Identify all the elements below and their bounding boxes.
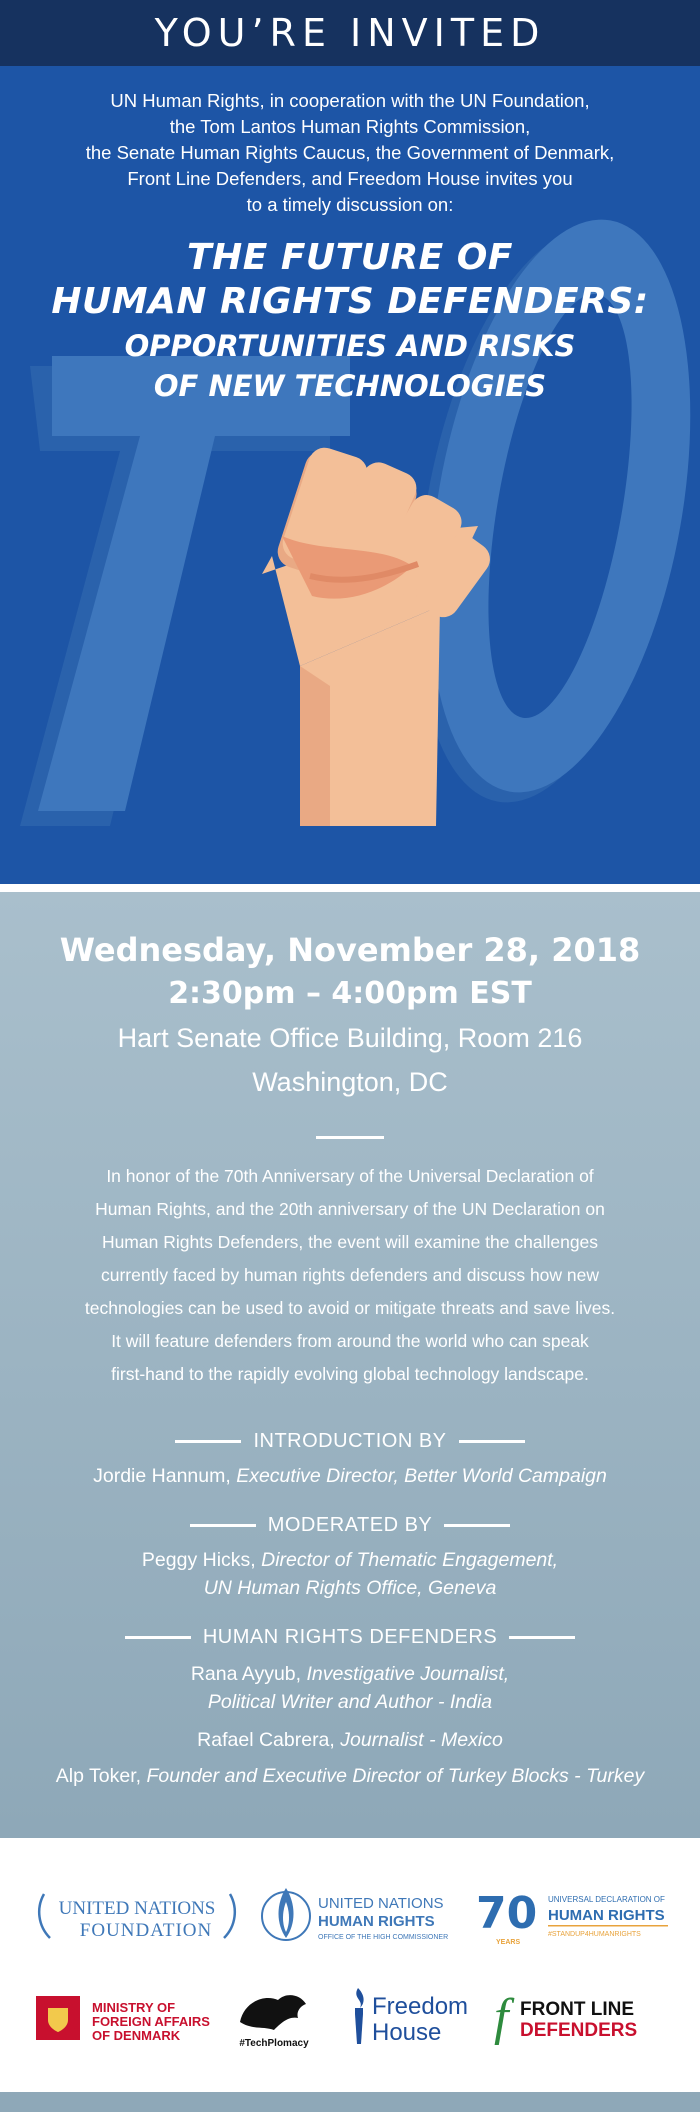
headline-line-1: THE FUTURE OF (187, 237, 513, 278)
moderated-heading (0, 1514, 700, 1537)
un-human-rights-logo (258, 1878, 454, 1952)
headline-line-3: OPPORTUNITIES AND RISKS (124, 329, 576, 363)
headline-line-4: OF NEW TECHNOLOGIES (153, 369, 547, 403)
un-hr-line-2: HUMAN RIGHTS (318, 1913, 435, 1930)
event-headline (20, 236, 680, 404)
un-foundation-line-1: UNITED NATIONS (58, 1898, 216, 1919)
un-foundation-line-2: FOUNDATION (79, 1920, 213, 1941)
description-line: Human Rights, and the 20th anniversary of the UN Declaration on (95, 1199, 605, 1219)
freedom-house-line-1: Freedom (372, 1993, 468, 2020)
introduction-heading-text: INTRODUCTION BY (253, 1430, 447, 1452)
heading-rule (459, 1440, 525, 1443)
speaker-name: Alp Toker, (55, 1765, 142, 1787)
f-mark-icon: f (494, 1989, 509, 2046)
udhr-line-3: #STANDUP4HUMANRIGHTS (548, 1931, 641, 1938)
front-line-line-1: FRONT LINE (520, 1999, 634, 2020)
torch-icon (355, 1988, 364, 2044)
speaker-role: Investigative Journalist, (306, 1663, 510, 1685)
freedom-house-logo (350, 1984, 468, 2050)
description-line: It will feature defenders from around the world who can speak (111, 1331, 589, 1351)
event-date: Wednesday, November 28, 2018 (59, 931, 641, 969)
un-hr-line-1: UNITED NATIONS (318, 1895, 444, 1912)
intro-line: Front Line Defenders, and Freedom House invites you (127, 168, 573, 189)
speaker-name: Jordie Hannum, (93, 1465, 231, 1487)
front-line-line-2: DEFENDERS (520, 2020, 638, 2041)
event-details (0, 892, 700, 1838)
heading-rule (509, 1636, 575, 1639)
speaker-name: Rana Ayyub, (190, 1663, 302, 1685)
event-description (44, 1160, 656, 1391)
description-line: Human Rights Defenders, the event will examine the challenges (101, 1232, 599, 1252)
defender-entry (20, 1660, 680, 1716)
denmark-mfa-mark (36, 1990, 212, 2046)
defenders-heading (0, 1626, 700, 1649)
freedom-house-mark (350, 1984, 468, 2050)
description-line: first-hand to the rapidly evolving global technology landscape. (111, 1364, 589, 1384)
freedom-house-line-2: House (372, 2019, 442, 2046)
techplomacy-logo (234, 1988, 314, 2050)
heading-rule (444, 1524, 510, 1527)
sponsor-logos (0, 1838, 700, 2092)
intro-line: the Tom Lantos Human Rights Commission, (169, 116, 531, 137)
denmark-mfa-logo (36, 1990, 212, 2046)
intro-paragraph (40, 88, 660, 218)
front-line-defenders-logo (494, 1988, 664, 2046)
udhr-years: YEARS (496, 1939, 521, 1946)
udhr-line-1: UNIVERSAL DECLARATION OF (548, 1895, 665, 1904)
intro-line: the Senate Human Rights Caucus, the Government of Denmark, (85, 142, 615, 163)
heading-rule (190, 1524, 256, 1527)
udhr-70-mark (474, 1880, 678, 1952)
heading-rule (125, 1636, 191, 1639)
front-line-mark (494, 1988, 664, 2046)
headline-line-2: HUMAN RIGHTS DEFENDERS: (51, 281, 649, 322)
udhr-70-logo (474, 1880, 678, 1952)
introduction-heading (0, 1430, 700, 1453)
techplomacy-label: #TechPlomacy (239, 2038, 309, 2049)
intro-line: to a timely discussion on: (246, 194, 454, 215)
top-banner (0, 0, 700, 66)
denmark-line-3: OF DENMARK (92, 2028, 181, 2043)
moderator (20, 1546, 680, 1602)
speaker-role: UN Human Rights Office, Geneva (203, 1577, 497, 1599)
footer-bar (0, 2092, 700, 2112)
divider (316, 1136, 384, 1139)
udhr-line-2: HUMAN RIGHTS (548, 1907, 665, 1924)
moderated-heading-text: MODERATED BY (267, 1514, 433, 1536)
defender-entry (20, 1726, 680, 1754)
speaker-role: Founder and Executive Director of Turkey Blocks - Turkey (146, 1765, 645, 1787)
speaker-role: Director of Thematic Engagement, (261, 1549, 559, 1571)
description-line: technologies can be used to avoid or mitigate threats and save lives. (84, 1298, 616, 1318)
laurel-icon (34, 1886, 240, 1946)
denmark-line-2: FOREIGN AFFAIRS (92, 2014, 210, 2029)
intro-line: UN Human Rights, in cooperation with the UN Foundation, (110, 90, 590, 111)
un-foundation-logo (34, 1886, 240, 1946)
lion-icon (240, 1995, 306, 2030)
speaker-role: Political Writer and Author - India (207, 1691, 493, 1713)
event-city: Washington, DC (252, 1067, 448, 1097)
un-human-rights-mark (258, 1878, 454, 1952)
event-venue: Hart Senate Office Building, Room 216 (117, 1023, 583, 1053)
introduction-speaker (20, 1462, 680, 1490)
flame-hand-icon (262, 1888, 310, 1940)
description-line: currently faced by human rights defenders and discuss how new (100, 1265, 600, 1285)
techplomacy-mark (234, 1988, 314, 2050)
speaker-role: Journalist - Mexico (340, 1729, 503, 1751)
denmark-line-1: MINISTRY OF (92, 2000, 176, 2015)
speaker-role: Executive Director, Better World Campaign (236, 1465, 607, 1487)
defenders-heading-text: HUMAN RIGHTS DEFENDERS (202, 1626, 498, 1648)
hero-section (0, 66, 700, 892)
speaker-name: Rafael Cabrera, (197, 1729, 335, 1751)
event-time: 2:30pm – 4:00pm EST (168, 976, 532, 1011)
udhr-seventy: 70 (476, 1888, 538, 1939)
heading-rule (175, 1440, 241, 1443)
speaker-name: Peggy Hicks, (141, 1549, 256, 1571)
un-hr-line-3: OFFICE OF THE HIGH COMMISSIONER (318, 1934, 449, 1941)
invited-title: YOU’RE INVITED (154, 11, 546, 55)
defender-entry (20, 1762, 680, 1790)
description-line: In honor of the 70th Anniversary of the Universal Declaration of (106, 1166, 594, 1186)
